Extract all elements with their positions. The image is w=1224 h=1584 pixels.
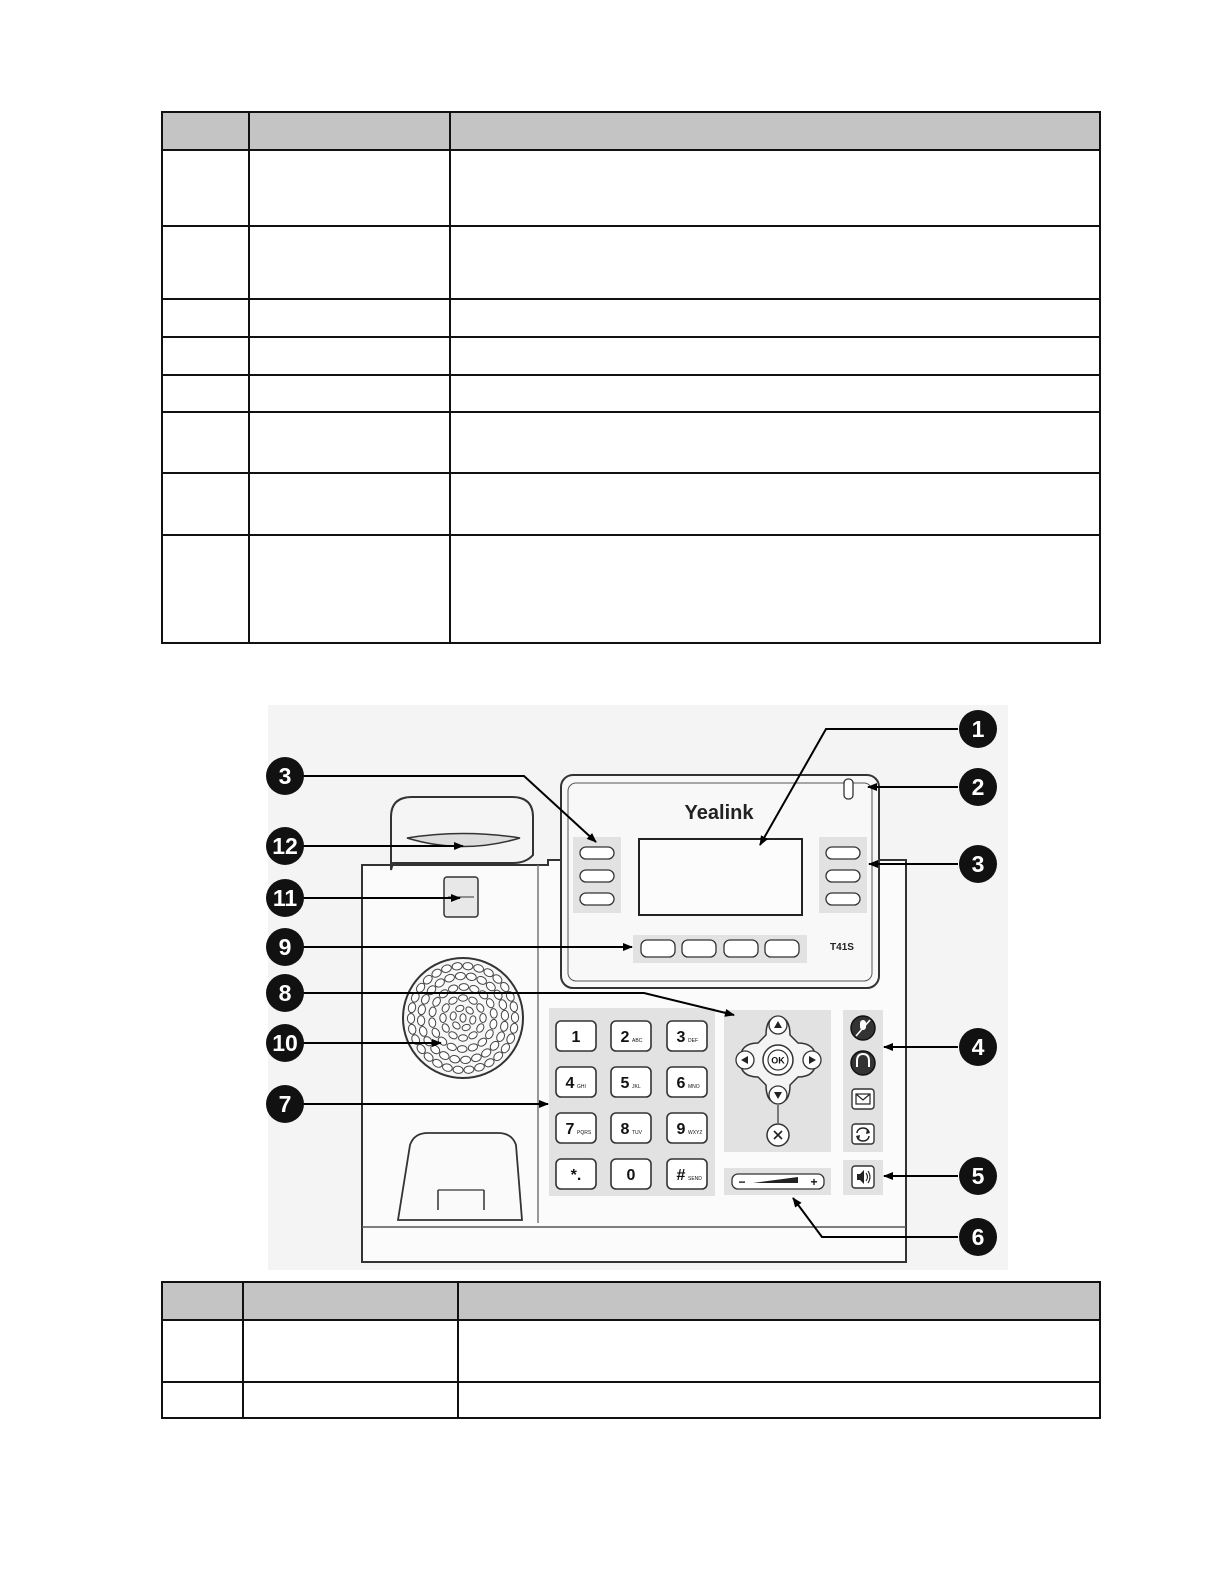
callout-7-label: 7: [278, 1091, 292, 1117]
components-table-bottom: [161, 1281, 1101, 1419]
speaker-holes: [407, 962, 518, 1074]
keypad-key-letters: TUV: [632, 1130, 642, 1136]
callout-7: [266, 1085, 304, 1123]
callout-8-label: 8: [278, 980, 292, 1006]
table-cell: [249, 375, 450, 412]
table-cell: [450, 337, 1100, 375]
keypad-key[interactable]: [556, 1113, 596, 1143]
volume-plus-label: +: [810, 1175, 818, 1189]
keypad-key-digit: 1: [571, 1029, 581, 1046]
speaker-hole: [453, 1066, 464, 1074]
headset-icon[interactable]: [851, 1051, 875, 1075]
callout-1-label: 1: [971, 716, 985, 742]
table-header-row: [162, 1282, 1100, 1320]
components-table-top: [161, 111, 1101, 644]
table-cell: [162, 535, 249, 643]
table-row: [162, 535, 1100, 643]
table-row: [162, 150, 1100, 226]
lcd-screen: [639, 839, 802, 915]
speaker-hole: [455, 972, 465, 980]
table-row: [162, 1382, 1100, 1418]
keypad-key-digit: *.: [570, 1167, 582, 1184]
table-row: [162, 473, 1100, 535]
table-cell: [162, 226, 249, 299]
keypad-key-shape[interactable]: [667, 1159, 707, 1189]
table-cell: [249, 299, 450, 337]
keypad-key-letters: PQRS: [577, 1130, 592, 1136]
phone-stand: [398, 1133, 522, 1220]
keypad-key[interactable]: [611, 1021, 651, 1051]
table-cell: [162, 412, 249, 473]
header-cell: [162, 1282, 243, 1320]
speaker-hole: [417, 1015, 425, 1025]
soft-key-3[interactable]: [724, 940, 758, 957]
callout-12: [266, 827, 304, 865]
keypad-key-digit: 7: [565, 1121, 575, 1138]
speaker-hole: [459, 984, 469, 991]
soft-key-2[interactable]: [682, 940, 716, 957]
keypad-key[interactable]: [611, 1113, 651, 1143]
table-row: [162, 299, 1100, 337]
line-key-5[interactable]: [826, 870, 860, 882]
table-cell: [450, 473, 1100, 535]
phone-diagram: [258, 705, 1008, 1270]
mute-icon[interactable]: [851, 1016, 875, 1040]
keypad-key-letters: DEF: [688, 1038, 698, 1044]
brand-logo: Yealink: [684, 802, 754, 824]
ok-label: OK: [771, 1055, 785, 1066]
keypad-key[interactable]: [667, 1159, 707, 1189]
keypad-key-shape[interactable]: [667, 1067, 707, 1097]
table-cell: [249, 535, 450, 643]
table-cell: [162, 473, 249, 535]
keypad-key-letters: MNO: [688, 1084, 700, 1090]
table-cell: [450, 412, 1100, 473]
callout-2-label: 2: [971, 774, 985, 800]
callout-6: [959, 1218, 997, 1256]
keypad-key-letters: SEND: [688, 1176, 702, 1182]
callout-9-label: 9: [278, 934, 292, 960]
line-key-4[interactable]: [826, 847, 860, 859]
table-header-row: [162, 112, 1100, 150]
speaker-hole: [407, 1013, 414, 1023]
table-cell: [162, 150, 249, 226]
table-cell: [458, 1382, 1100, 1418]
header-cell: [162, 112, 249, 150]
speaker-hole: [511, 1012, 518, 1022]
keypad-key-letters: ABC: [632, 1038, 643, 1044]
table-cell: [249, 226, 450, 299]
speaker-hole: [501, 1010, 509, 1020]
table-cell: [249, 150, 450, 226]
keypad-key-letters: GHI: [577, 1084, 586, 1090]
callout-8: [266, 974, 304, 1012]
table-cell: [450, 299, 1100, 337]
keypad-key[interactable]: [667, 1067, 707, 1097]
keypad-key-shape[interactable]: [556, 1113, 596, 1143]
callout-6-label: 6: [971, 1224, 985, 1250]
keypad-key[interactable]: [667, 1021, 707, 1051]
up-arrow-icon[interactable]: [769, 1016, 787, 1034]
table-cell: [458, 1320, 1100, 1382]
keypad-key-letters: WXYZ: [688, 1130, 703, 1136]
keypad-key[interactable]: [556, 1067, 596, 1097]
keypad-key-digit: 4: [565, 1075, 575, 1092]
keypad-key-digit: 0: [626, 1167, 636, 1184]
keypad-key-digit: 3: [676, 1029, 686, 1046]
callout-11-label: 11: [272, 885, 298, 911]
table-cell: [162, 1382, 243, 1418]
callout-4: [959, 1028, 997, 1066]
keypad-key-digit: 6: [676, 1075, 686, 1092]
callout-2: [959, 768, 997, 806]
callout-1: [959, 710, 997, 748]
callout-11: [266, 879, 304, 917]
keypad-key-shape[interactable]: [667, 1113, 707, 1143]
ok-button[interactable]: [763, 1045, 793, 1075]
speaker-hole: [460, 1056, 470, 1064]
right-arrow-icon[interactable]: [803, 1051, 821, 1069]
phone-diagram-svg: [258, 705, 1008, 1270]
callout-3-left: [266, 757, 304, 795]
power-indicator-led: [844, 779, 853, 799]
callout-4-label: 4: [971, 1034, 985, 1060]
table-cell: [249, 337, 450, 375]
callout-9: [266, 928, 304, 966]
header-cell: [450, 112, 1100, 150]
callout-5: [959, 1157, 997, 1195]
keypad-key-shape[interactable]: [611, 1067, 651, 1097]
callout-12-label: 12: [272, 833, 298, 859]
keypad-key-shape[interactable]: [611, 1113, 651, 1143]
callout-10: [266, 1024, 304, 1062]
speaker-hole: [463, 962, 474, 970]
redial-icon[interactable]: [852, 1124, 874, 1144]
model-label: T41S: [830, 942, 854, 953]
keypad-key[interactable]: [556, 1021, 596, 1051]
table-row: [162, 226, 1100, 299]
keypad-key[interactable]: [556, 1159, 596, 1189]
speaker-hole: [457, 1046, 467, 1053]
keypad-key-shape[interactable]: [667, 1021, 707, 1051]
table-cell: [450, 375, 1100, 412]
table-cell: [450, 535, 1100, 643]
keypad-key-digit: 2: [620, 1029, 630, 1046]
table-row: [162, 375, 1100, 412]
table-cell: [162, 1320, 243, 1382]
message-icon[interactable]: [852, 1089, 874, 1109]
callout-5-label: 5: [971, 1163, 985, 1189]
speaker-hole: [459, 1035, 468, 1041]
speaker-hole: [440, 1014, 446, 1023]
speakerphone-icon[interactable]: [852, 1166, 874, 1188]
speaker-hole: [460, 1014, 466, 1022]
table-cell: [450, 150, 1100, 226]
header-cell: [458, 1282, 1100, 1320]
keypad-key-letters: JKL: [632, 1084, 641, 1090]
keypad-key-shape[interactable]: [556, 1067, 596, 1097]
down-arrow-icon[interactable]: [769, 1086, 787, 1104]
line-key-3[interactable]: [580, 893, 614, 905]
soft-key-1[interactable]: [641, 940, 675, 957]
keypad-key[interactable]: [667, 1113, 707, 1143]
line-key-2[interactable]: [580, 870, 614, 882]
keypad-key-digit: 9: [676, 1121, 686, 1138]
table-row: [162, 337, 1100, 375]
callout-10-label: 10: [272, 1030, 298, 1056]
line-key-6[interactable]: [826, 893, 860, 905]
table-cell: [243, 1320, 458, 1382]
volume-minus-label: −: [738, 1175, 746, 1189]
callout-3-right-label: 3: [971, 851, 985, 877]
table-cell: [162, 375, 249, 412]
table-cell: [249, 473, 450, 535]
keypad-key-digit: 8: [620, 1121, 630, 1138]
table-cell: [249, 412, 450, 473]
keypad-key-digit: 5: [620, 1075, 630, 1092]
header-cell: [243, 1282, 458, 1320]
soft-key-4[interactable]: [765, 940, 799, 957]
callout-3-left-label: 3: [278, 763, 292, 789]
keypad-key[interactable]: [611, 1159, 651, 1189]
table-cell: [243, 1382, 458, 1418]
callout-3-right: [959, 845, 997, 883]
table-cell: [162, 337, 249, 375]
header-cell: [249, 112, 450, 150]
speaker-hole: [459, 995, 468, 1001]
left-arrow-icon[interactable]: [736, 1051, 754, 1069]
keypad-key-shape[interactable]: [611, 1021, 651, 1051]
keypad-key[interactable]: [611, 1067, 651, 1097]
table-row: [162, 412, 1100, 473]
table-row: [162, 1320, 1100, 1382]
line-key-1[interactable]: [580, 847, 614, 859]
table-cell: [450, 226, 1100, 299]
table-cell: [162, 299, 249, 337]
keypad-key-digit: #: [676, 1167, 686, 1184]
speaker-hole: [480, 1014, 486, 1023]
